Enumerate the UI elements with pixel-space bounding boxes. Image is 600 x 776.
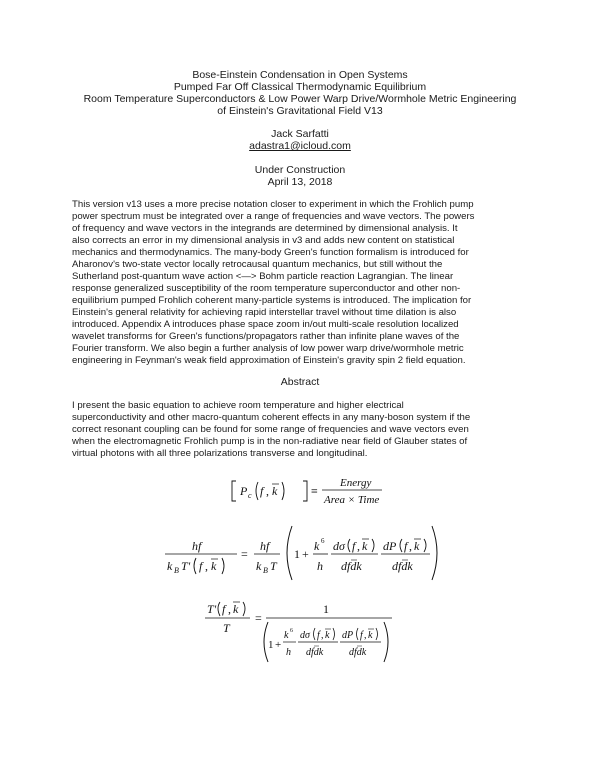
d-sigma: dσ — [300, 630, 310, 641]
right-paren — [333, 628, 335, 640]
status-block — [40, 164, 560, 188]
abstract-line: correct resonant coupling can be found for some range of frequencies and wave vectors even — [72, 424, 469, 435]
symbol-k-vec: k — [362, 539, 368, 553]
symbol-f: f — [260, 484, 264, 498]
status-date: April 13, 2018 — [267, 176, 333, 188]
d-sigma: dσ — [333, 539, 345, 553]
comma: , — [228, 602, 231, 616]
right-paren — [372, 539, 374, 552]
symbol-f: f — [404, 539, 408, 553]
title-line-1: Bose-Einstein Condensation in Open Systems — [192, 69, 408, 81]
d-P: dP — [383, 539, 397, 553]
paper-title — [40, 69, 560, 117]
symbol-k: k — [167, 559, 173, 573]
abstract-line: superconductivity and other macro-quantum coherent effects in any many-boson system if the — [72, 412, 471, 423]
intro-line: Fourier transform. We also begin a further analysis of low power warp drive/wormhole metric — [72, 343, 464, 354]
big-left-paren — [287, 526, 292, 580]
denominator-area-time: Area × Time — [324, 494, 380, 506]
comma: , — [321, 630, 324, 641]
intro-line: introduced. Appendix A introduces phase space zoom in/out multi-scale resolution localized — [72, 319, 459, 330]
symbol-k-vec: k — [414, 539, 420, 553]
abstract-paragraph — [72, 400, 528, 460]
symbol-h: h — [286, 647, 291, 658]
symbol-f: f — [222, 602, 226, 616]
right-paren — [376, 628, 378, 640]
title-line-4: of Einstein's Gravitational Field V13 — [217, 105, 383, 117]
dfdk: dfdk — [341, 559, 362, 573]
intro-line: This version v13 uses a more precise notation closer to experiment in which the Frohlich pump — [72, 199, 474, 210]
subscript-B: B — [263, 566, 268, 575]
dfdk: dfdk — [349, 647, 367, 658]
intro-line: engineering in Feynman's weak field approximation of Einstein's gravity spin 2 field equation. — [72, 355, 466, 366]
title-line-3: Room Temperature Superconductors & Low Power Warp Drive/Wormhole Metric Engineering — [83, 93, 517, 105]
author-name: Jack Sarfatti — [271, 128, 329, 140]
left-paren — [357, 628, 359, 640]
right-paren — [424, 539, 426, 552]
d-P: dP — [342, 630, 354, 641]
comma: , — [205, 559, 208, 573]
intro-line: mechanics and thermodynamics. The many-body Green's function formalism is introduced for — [72, 247, 469, 258]
left-paren — [194, 558, 196, 574]
title-line-2: Pumped Far Off Classical Thermodynamic Equilibrium — [173, 81, 427, 93]
intro-line: also corrects an error in my dimensional analysis in v3 and adds new content on statistical — [72, 235, 455, 246]
one: 1 — [294, 547, 300, 561]
symbol-T: T — [270, 559, 277, 573]
rhs-numerator-hf: hf — [260, 539, 270, 553]
symbol-f: f — [360, 630, 363, 641]
symbol-k-vec: k — [325, 630, 330, 641]
symbol-f: f — [317, 630, 320, 641]
symbol-k-vec: k — [233, 602, 239, 616]
symbol-T: T — [223, 621, 230, 635]
plus-sign: + — [275, 639, 282, 651]
equiv-sign: ≡ — [311, 484, 318, 498]
plus-sign: + — [302, 547, 309, 561]
symbol-k-vec: k — [368, 630, 373, 641]
symbol-h: h — [317, 559, 323, 573]
abstract-line: when the electromagnetic Frohlich pump is in the non-radiative near field of Glauber states of — [72, 436, 468, 447]
one: 1 — [268, 639, 274, 651]
symbol-f: f — [199, 559, 203, 573]
lhs-numerator-hf: hf — [192, 539, 202, 553]
comma: , — [409, 539, 412, 553]
dfdk: dfdk — [392, 559, 413, 573]
left-bracket — [232, 481, 236, 501]
intro-line: of frequency and wave vectors in the integrands are determined by dimensional analysis. It — [72, 223, 458, 234]
right-paren — [222, 558, 224, 574]
intro-line: Sutherland post-quantum wave action <—> Bohm particle reaction Lagrangian. The linear — [72, 271, 454, 282]
left-paren — [256, 482, 258, 500]
left-paren — [314, 628, 316, 640]
symbol-P: P — [240, 484, 248, 498]
intro-line: response generalized susceptibility of the room temperature superconductor and other non- — [72, 283, 461, 294]
big-left-paren — [264, 622, 268, 662]
big-right-paren — [384, 622, 388, 662]
left-paren — [218, 602, 220, 616]
symbol-k: k — [284, 630, 289, 641]
equals-sign: = — [241, 547, 248, 561]
symbol-T-prime: T' — [207, 602, 217, 616]
abstract-line: I present the basic equation to achieve room temperature and higher electrical — [72, 400, 404, 411]
numerator-one: 1 — [323, 602, 329, 616]
subscript-c: c — [248, 491, 252, 500]
abstract-heading: Abstract — [280, 376, 320, 388]
equals-sign: = — [255, 611, 262, 625]
left-paren — [348, 539, 350, 552]
dfdk: dfdk — [306, 647, 324, 658]
right-paren — [282, 482, 284, 500]
exponent-6: 6 — [290, 628, 293, 634]
intro-line: equilibrium pumped Frohlich coherent many-particle systems is introduced. The implication for — [72, 295, 472, 306]
symbol-f: f — [352, 539, 356, 553]
author-email-link[interactable]: adastra1@icloud.com — [249, 140, 351, 152]
symbol-k-vec: k — [272, 484, 278, 498]
exponent-6: 6 — [321, 537, 325, 545]
comma: , — [266, 484, 269, 498]
intro-line: power spectrum must be integrated over a range of frequencies and wave vectors. The powers — [72, 211, 475, 222]
symbol-k-vec: k — [211, 559, 217, 573]
comma: , — [364, 630, 367, 641]
left-paren — [400, 539, 402, 552]
right-paren — [243, 602, 245, 616]
symbol-T-prime: T' — [181, 559, 191, 573]
intro-line: Aharonov's two-state vector locally retrocausal quantum mechanics, but still without the — [72, 259, 443, 270]
intro-line: Einstein's general relativity for achieving rapid interstellar travel without time dilation is also — [72, 307, 457, 318]
right-bracket — [303, 481, 307, 501]
author-block — [40, 128, 560, 152]
intro-paragraph — [72, 199, 528, 367]
numerator-energy: Energy — [340, 477, 372, 489]
status-note: Under Construction — [254, 164, 346, 176]
big-right-paren — [432, 526, 437, 580]
abstract-line: virtual photons with all three polarizations transverse and longitudinal. — [72, 448, 368, 459]
symbol-k: k — [314, 539, 320, 553]
symbol-k: k — [256, 559, 262, 573]
comma: , — [357, 539, 360, 553]
intro-line: wavelet transforms for Green's functions/propagators rather than infinite plane waves of the — [72, 331, 460, 342]
subscript-B: B — [174, 566, 179, 575]
